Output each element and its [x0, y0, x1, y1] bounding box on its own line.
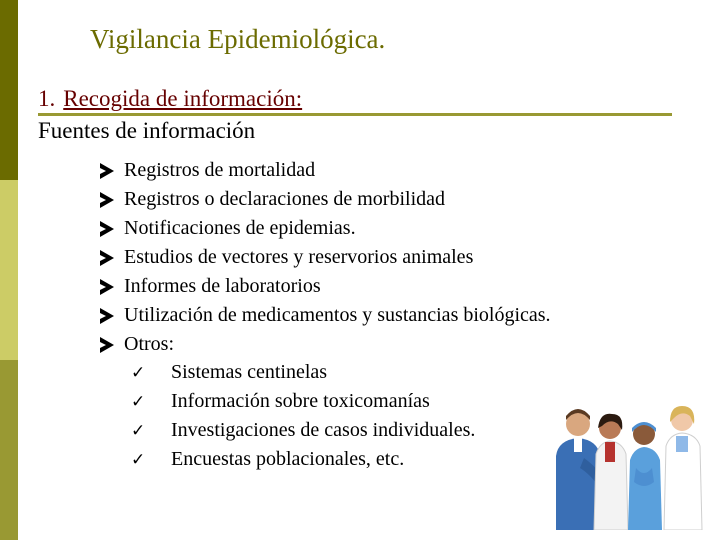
section-heading	[38, 86, 302, 112]
divider-rule	[38, 113, 672, 116]
checkmark-icon: ✓	[131, 392, 146, 412]
checkmark-icon: ✓	[131, 450, 146, 470]
section-number: 1.	[38, 86, 56, 111]
sidebar-block-dark	[0, 0, 18, 180]
section-title: Recogida de información:	[63, 86, 303, 111]
list-item: Estudios de vectores y reservorios animales	[100, 243, 551, 272]
checkmark-icon: ✓	[131, 421, 146, 441]
sublist-item: ✓ Información sobre toxicomanías	[131, 387, 475, 416]
sources-list	[100, 156, 551, 359]
slide-title: Vigilancia Epidemiológica.	[90, 24, 386, 54]
sidebar-block-light	[0, 180, 18, 360]
list-item: Otros:	[100, 330, 551, 359]
person-4	[664, 406, 702, 530]
arrow-bullet-icon	[100, 308, 114, 324]
person-3	[628, 422, 662, 530]
sublist-item: ✓ Sistemas centinelas	[131, 358, 475, 387]
sources-heading: Fuentes de información	[38, 118, 256, 143]
others-sublist	[131, 358, 475, 474]
sublist-item: ✓ Encuestas poblacionales, etc.	[131, 445, 475, 474]
medical-team-image	[548, 398, 708, 530]
arrow-bullet-icon	[100, 163, 114, 179]
list-item: Registros o declaraciones de morbilidad	[100, 185, 551, 214]
arrow-bullet-icon	[100, 250, 114, 266]
arrow-bullet-icon	[100, 192, 114, 208]
list-item: Notificaciones de epidemias.	[100, 214, 551, 243]
person-2	[594, 414, 628, 530]
arrow-bullet-icon	[100, 221, 114, 237]
sublist-item: ✓ Investigaciones de casos individuales.	[131, 416, 475, 445]
arrow-bullet-icon	[100, 337, 114, 353]
list-item: Utilización de medicamentos y sustancias biológicas.	[100, 301, 551, 330]
sidebar-block-mid	[0, 360, 18, 540]
arrow-bullet-icon	[100, 279, 114, 295]
list-item: Registros de mortalidad	[100, 156, 551, 185]
decorative-sidebar	[0, 0, 18, 540]
list-item: Informes de laboratorios	[100, 272, 551, 301]
checkmark-icon: ✓	[131, 363, 146, 383]
